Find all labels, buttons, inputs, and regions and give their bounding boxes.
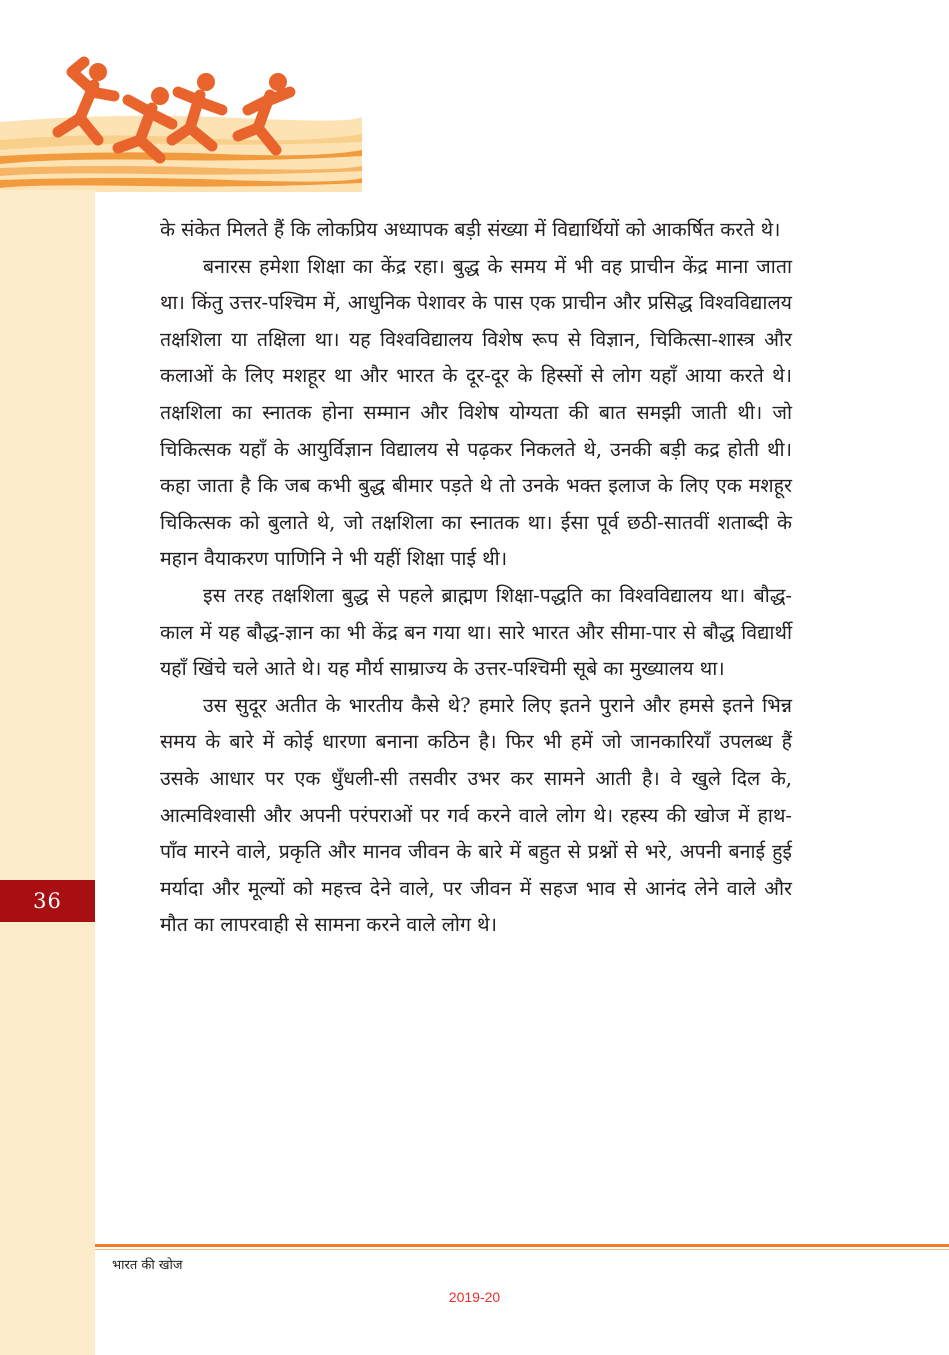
body-text xyxy=(160,212,792,944)
paragraph-3: इस तरह तक्षशिला बुद्ध से पहले ब्राह्मण शिक्षा-पद्धति का विश्वविद्यालय था। बौद्ध-काल में यह बौद्ध-ज्ञान का भी केंद्र बन गया था। सारे भारत और सीमा-पार से बौद्ध विद्यार्थी यहाँ खिंचे चले आते थे। यह मौर्य साम्राज्य के उत्तर-पश्चिमी सूबे का मुख्यालय था। xyxy=(160,583,792,681)
paragraph-4: उस सुदूर अतीत के भारतीय कैसे थे? हमारे लिए इतने पुराने और हमसे इतने भिन्न समय के बारे में कोई धारणा बनाना कठिन है। फिर भी हमें जो जानकारियाँ उपलब्ध हैं उसके आधार पर एक धुँधली-सी तसवीर उभर कर सामने आती है। वे खुले दिल के, आत्मविश्वासी और अपनी परंपराओं पर गर्व करने वाले लोग थे। रहस्य की खोज में हाथ-पाँव मारने वाले, प्रकृति और मानव जीवन के बारे में बहुत से प्रश्नों से भरे, अपनी बनाई हुई मर्यादा और मूल्यों को महत्त्व देने वाले, पर जीवन में सहज भाव से आनंद लेने वाले और मौत का लापरवाही से सामना करने वाले लोग थे। xyxy=(160,693,792,937)
edition-year: 2019-20 xyxy=(448,1289,501,1305)
running-figures-icon xyxy=(0,0,362,192)
footer-divider-thin xyxy=(95,1249,949,1250)
page-number: 36 xyxy=(0,880,95,922)
book-title: भारत की खोज xyxy=(112,1258,183,1273)
paragraph-2: बनारस हमेशा शिक्षा का केंद्र रहा। बुद्ध के समय में भी वह प्राचीन केंद्र माना जाता था। किंतु उत्तर-पश्चिम में, आधुनिक पेशावर के पास एक प्राचीन और प्रसिद्ध विश्वविद्यालय तक्षशिला या तक्षिला था। यह विश्वविद्यालय विशेष रूप से विज्ञान, चिकित्सा-शास्त्र और कलाओं के लिए मशहूर था और भारत के दूर-दूर के हिस्सों से लोग यहाँ आया करते थे। तक्षशिला का स्नातक होना सम्मान और विशेष योग्यता की बात समझी जाती थी। जो चिकित्सक यहाँ के आयुर्विज्ञान विद्यालय से पढ़कर निकलते थे, उनकी बड़ी कद्र होती थी। कहा जाता है कि जब कभी बुद्ध बीमार पड़ते थे तो उनके भक्त इलाज के लिए एक मशहूर चिकित्सक को बुलाते थे, जो तक्षशिला का स्नातक था। ईसा पूर्व छठी-सातवीं शताब्दी के महान वैयाकरण पाणिनि ने भी यहीं शिक्षा पाई थी। xyxy=(160,254,792,571)
footer-divider xyxy=(95,1244,949,1247)
paragraph-1: के संकेत मिलते हैं कि लोकप्रिय अध्यापक बड़ी संख्या में विद्यार्थियों को आकर्षित करते थे। xyxy=(160,218,781,241)
side-margin-strip xyxy=(0,190,95,1355)
